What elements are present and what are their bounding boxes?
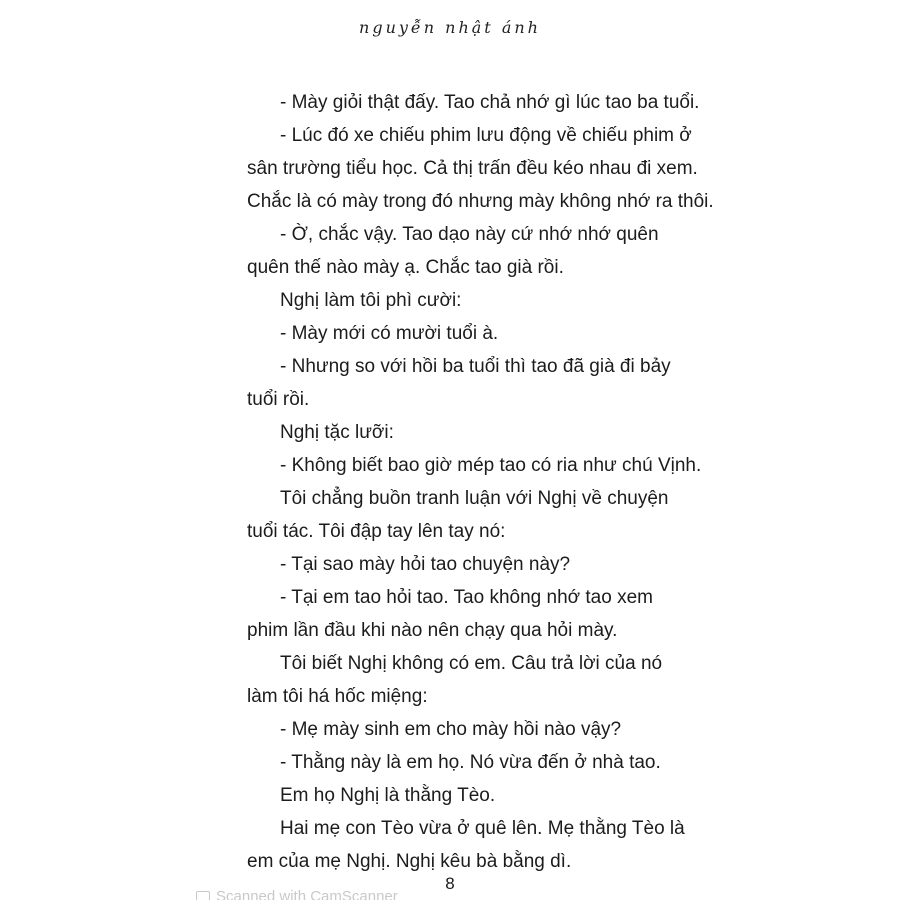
paragraph-line: sân trường tiểu học. Cả thị trấn đều kéo nhau đi xem.: [247, 158, 698, 179]
paragraph-line: làm tôi há hốc miệng:: [247, 686, 428, 707]
paragraph-line: Chắc là có mày trong đó nhưng mày không nhớ ra thôi.: [247, 191, 714, 212]
paragraph-line: Hai mẹ con Tèo vừa ở quê lên. Mẹ thằng Tèo là: [280, 818, 685, 839]
paragraph-line: - Thằng này là em họ. Nó vừa đến ở nhà tao.: [280, 752, 661, 773]
camscanner-logo-icon: [196, 891, 210, 900]
paragraph-line: - Ờ, chắc vậy. Tao dạo này cứ nhớ nhớ quên: [280, 224, 659, 245]
paragraph-line: - Mẹ mày sinh em cho mày hồi nào vậy?: [280, 719, 622, 740]
paragraph-line: - Tại em tao hỏi tao. Tao không nhớ tao xem: [280, 587, 653, 608]
page-number: 8: [445, 874, 455, 893]
running-header: nguyễn nhật ánh: [359, 18, 541, 37]
paragraph-line: - Nhưng so với hồi ba tuổi thì tao đã già đi bảy: [280, 356, 671, 377]
paragraph-line: - Không biết bao giờ mép tao có ria như chú Vịnh.: [280, 455, 702, 476]
paragraph-line: tuổi tác. Tôi đập tay lên tay nó:: [247, 521, 506, 542]
paragraph-line: - Tại sao mày hỏi tao chuyện này?: [280, 554, 571, 575]
paragraph-line: phim lần đầu khi nào nên chạy qua hỏi mày.: [247, 620, 618, 641]
paragraph-line: - Mày mới có mười tuổi à.: [280, 323, 499, 344]
paragraph-line: Tôi chẳng buồn tranh luận với Nghị về chuyện: [280, 488, 669, 509]
paragraph-line: Tôi biết Nghị không có em. Câu trả lời của nó: [280, 653, 663, 674]
paragraph-line: Em họ Nghị là thằng Tèo.: [280, 785, 496, 806]
paragraph-line: - Mày giỏi thật đấy. Tao chả nhớ gì lúc tao ba tuổi.: [280, 92, 700, 113]
paragraph-line: Nghị tặc lưỡi:: [280, 422, 394, 443]
paragraph-line: quên thế nào mày ạ. Chắc tao già rồi.: [247, 257, 564, 278]
paragraph-line: - Lúc đó xe chiếu phim lưu động về chiếu phim ở: [280, 125, 692, 146]
paragraph-line: Nghị làm tôi phì cười:: [280, 290, 462, 311]
body-text: [247, 86, 714, 878]
scanner-watermark: [196, 888, 398, 900]
watermark-text: Scanned with CamScanner: [216, 888, 398, 900]
paragraph-line: em của mẹ Nghị. Nghị kêu bà bằng dì.: [247, 851, 572, 872]
paragraph-line: tuổi rồi.: [247, 389, 310, 410]
